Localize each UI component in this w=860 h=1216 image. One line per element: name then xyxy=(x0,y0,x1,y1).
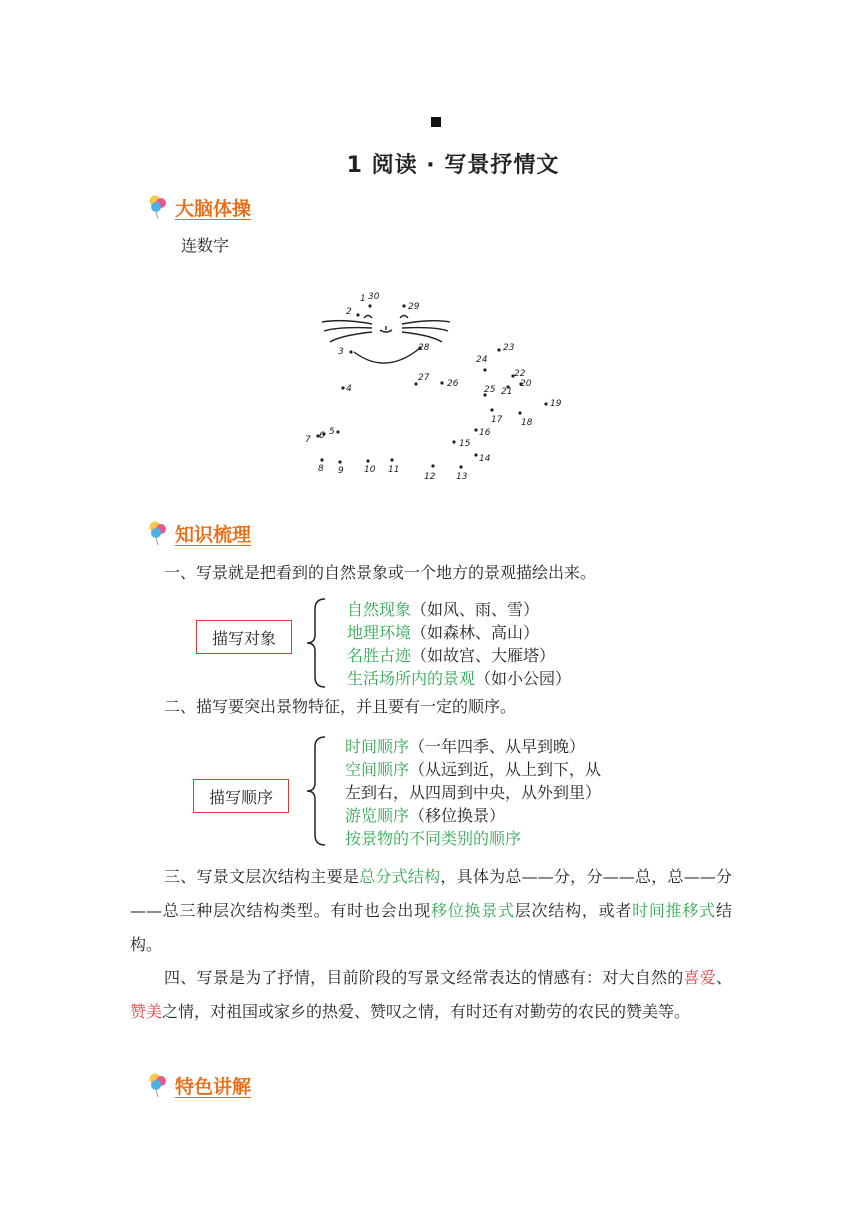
object-item: 生活场所内的景观（如小公园） xyxy=(347,669,572,688)
balloon-icon xyxy=(147,194,169,220)
dot-label: 17 xyxy=(491,415,503,425)
dot-label: 29 xyxy=(408,302,420,312)
section-brain xyxy=(147,192,251,222)
dot-label: 10 xyxy=(364,465,376,475)
section-heading: 知识梳理 xyxy=(175,523,252,546)
dot-label: 14 xyxy=(479,454,491,464)
describe-object-box: 描写对象 xyxy=(196,620,292,654)
order-list xyxy=(345,735,601,850)
dot-label: 11 xyxy=(388,465,400,475)
order-item: 空间顺序（从远到近，从上到下，从 xyxy=(345,760,602,779)
dot-label: 30 xyxy=(368,292,380,302)
dot-label: 19 xyxy=(550,399,562,409)
dot-label: 16 xyxy=(479,428,491,438)
dot-label: 3 xyxy=(338,347,344,357)
point-four: 四、写景是为了抒情，目前阶段的写景文经常表达的情感有：对大自然的喜爱、赞美之情，对祖国或家乡的热爱、赞叹之情，有时还有对勤劳的农民的赞美等。 xyxy=(130,968,732,1021)
order-item: 左到右，从四周到中央，从外到里） xyxy=(345,783,602,802)
dot-to-dot-cat xyxy=(296,284,586,484)
dot-label: 18 xyxy=(521,418,533,428)
dot-label: 26 xyxy=(447,379,459,389)
dot-label: 4 xyxy=(346,384,352,394)
curly-brace xyxy=(305,597,329,689)
curly-brace xyxy=(305,735,329,847)
order-item: 时间顺序（一年四季、从早到晚） xyxy=(345,737,586,756)
point-two: 二、描写要突出景物特征，并且要有一定的顺序。 xyxy=(164,697,517,716)
dot-label: 21 xyxy=(501,387,513,397)
section-subtitle: 连数字 xyxy=(181,236,230,255)
order-item: 按景物的不同类别的顺序 xyxy=(345,829,522,848)
dot-label: 13 xyxy=(456,472,468,482)
page-title: 1 阅读 · 写景抒情文 xyxy=(346,153,560,178)
object-item: 地理环境（如森林、高山） xyxy=(347,623,540,642)
point-three: 三、写景文层次结构主要是总分式结构，具体为总——分，分——总，总——分——总三种层次结构类型。有时也会出现移位换景式层次结构，或者时间推移式结构。 xyxy=(130,867,732,954)
dot-label: 28 xyxy=(418,343,430,353)
point-one: 一、写景就是把看到的自然景象或一个地方的景观描绘出来。 xyxy=(164,563,597,582)
balloon-icon xyxy=(147,520,169,546)
dot-label: 8 xyxy=(318,464,324,474)
square-bullet xyxy=(431,117,441,127)
object-item: 自然现象（如风、雨、雪） xyxy=(347,600,540,619)
dot-label: 12 xyxy=(424,472,436,482)
dot-label: 20 xyxy=(520,379,532,389)
dot-label: 2 xyxy=(346,307,352,317)
order-item: 游览顺序（移位换景） xyxy=(345,806,506,825)
dot-label: 9 xyxy=(338,466,344,476)
balloon-icon xyxy=(147,1072,169,1098)
dot-label: 27 xyxy=(418,373,430,383)
dot-label: 24 xyxy=(476,355,488,365)
object-list xyxy=(347,598,571,690)
section-knowledge xyxy=(147,518,251,548)
describe-order-box: 描写顺序 xyxy=(193,779,289,813)
section-heading: 大脑体操 xyxy=(175,197,252,220)
dot-label: 1 xyxy=(360,294,366,304)
dot-label: 5 xyxy=(329,427,335,437)
section-feature xyxy=(147,1070,251,1100)
dot-label: 25 xyxy=(484,385,496,395)
section-heading: 特色讲解 xyxy=(175,1075,252,1098)
dot-label: 23 xyxy=(503,343,515,353)
dot-label: 22 xyxy=(514,369,526,379)
dot-label: 15 xyxy=(459,439,471,449)
dot-label: 7 xyxy=(305,435,311,445)
object-item: 名胜古迹（如故宫、大雁塔） xyxy=(347,646,556,665)
dot-label: 6 xyxy=(319,431,325,441)
